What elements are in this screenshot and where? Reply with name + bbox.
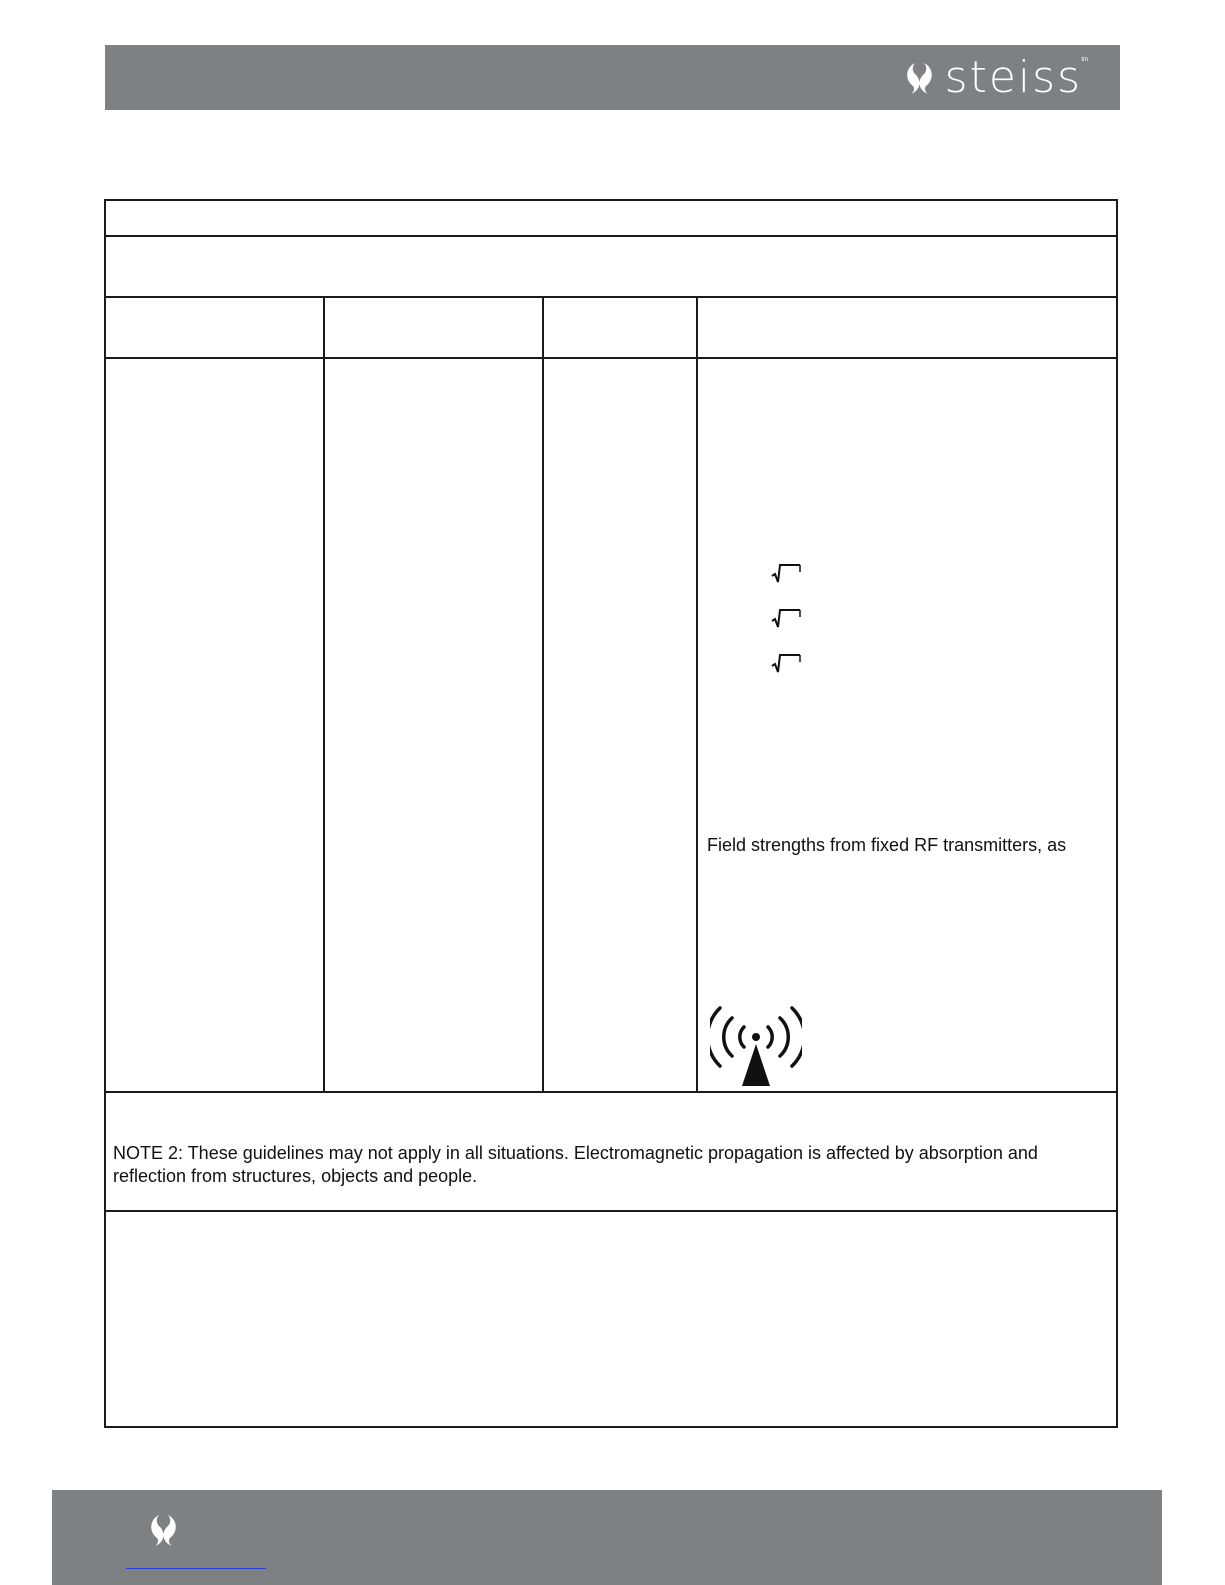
table-column-divider [542,296,544,1093]
table-column-divider [696,296,698,1093]
table-row-divider [106,235,1116,237]
steiss-s-icon [145,1512,181,1548]
table-row-divider [106,1210,1116,1212]
sqrt-icon [770,607,804,629]
table-row-divider [106,296,1116,298]
rf-radiation-icon [710,1004,802,1088]
header-bar [105,45,1120,110]
brand-trademark: tm [1081,57,1088,63]
note2-line1: NOTE 2: These guidelines may not apply in all situations. Electromagnetic propagation is affected by absorption and [113,1143,1038,1163]
brand-name: steiss [944,52,1082,103]
emc-guidance-table [104,199,1118,1428]
table-column-divider [323,296,325,1093]
field-strengths-text: Field strengths from fixed RF transmitters, as [707,835,1067,855]
note2-line2: reflection from structures, objects and people. [113,1166,478,1186]
sqrt-icon [770,562,804,584]
footer-link-underline[interactable] [126,1568,266,1569]
steiss-s-icon [901,60,937,96]
table-row-divider [106,357,1116,359]
sqrt-icon [770,652,804,674]
brand-logo [901,52,1088,103]
table-row-divider [106,1091,1116,1093]
footer-bar [52,1490,1162,1585]
